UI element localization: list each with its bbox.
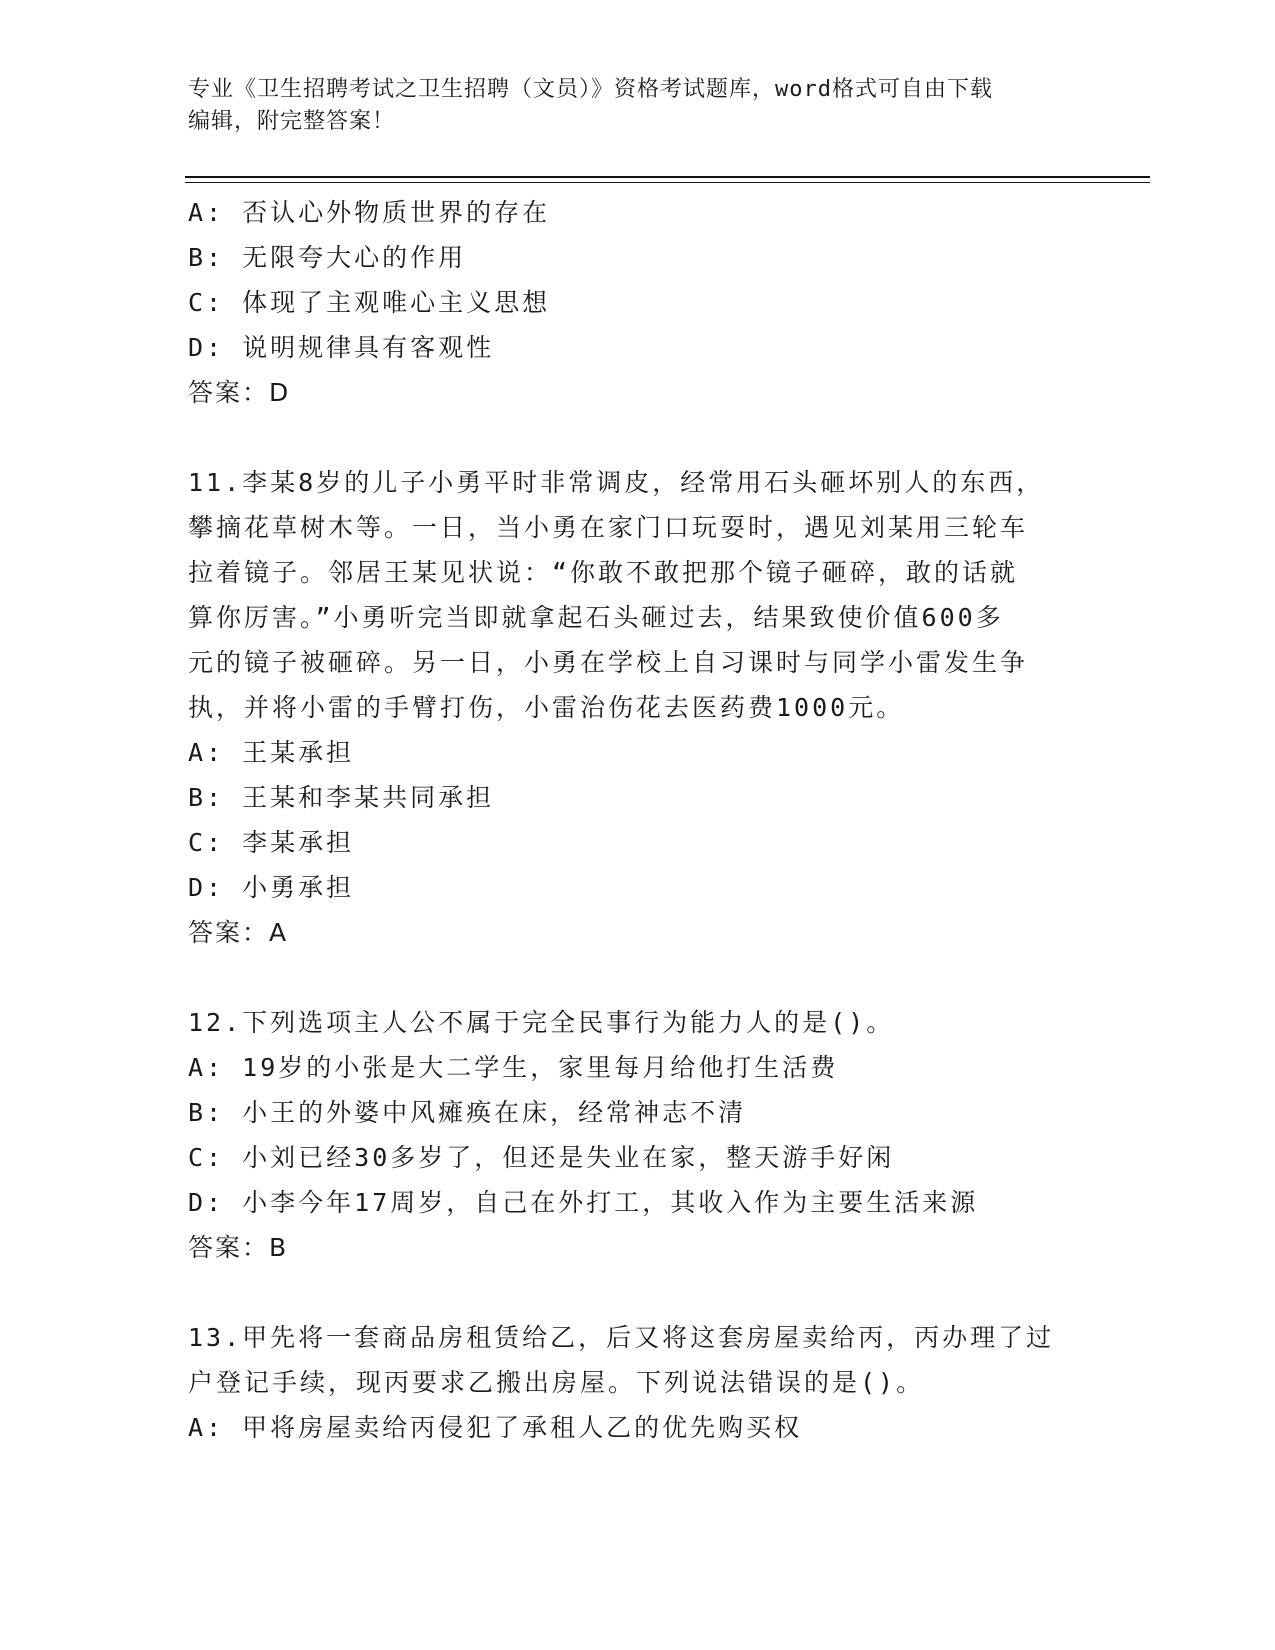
stem-line: 执，并将小雷的手臂打伤，小雷治伤花去医药费1000元。	[188, 693, 905, 722]
stem-line: 12.下列选项主人公不属于完全民事行为能力人的是()。	[188, 1008, 895, 1037]
option-a: A: 19岁的小张是大二学生，家里每月给他打生活费	[188, 1053, 839, 1082]
option-d: D: 说明规律具有客观性	[188, 333, 495, 362]
stem-line: 13.甲先将一套商品房租赁给乙，后又将这套房屋卖给丙，丙办理了过	[188, 1323, 1055, 1352]
question-stem	[188, 1315, 1088, 1405]
answer: 答案：B	[188, 1233, 289, 1262]
option-b: B: 小王的外婆中风瘫痪在床，经常神志不清	[188, 1098, 747, 1127]
question-13	[188, 1315, 1088, 1450]
stem-line: 拉着镜子。邻居王某见状说：“你敢不敢把那个镜子砸碎，敢的话就	[188, 558, 1019, 587]
header-rule-thick	[185, 176, 1150, 178]
option-d: D: 小勇承担	[188, 873, 355, 902]
option-c: C: 李某承担	[188, 828, 355, 857]
answer: 答案：D	[188, 378, 291, 407]
stem-line: 户登记手续，现丙要求乙搬出房屋。下列说法错误的是()。	[188, 1368, 925, 1397]
option-a: A: 王某承担	[188, 738, 355, 767]
question-list	[188, 190, 1088, 1450]
header-rule-thin	[185, 182, 1150, 183]
option-c: C: 小刘已经30多岁了，但还是失业在家，整天游手好闲	[188, 1143, 895, 1172]
option-c: C: 体现了主观唯心主义思想	[188, 288, 551, 317]
question-11	[188, 460, 1088, 955]
option-a: A: 否认心外物质世界的存在	[188, 198, 551, 227]
spacer	[188, 955, 1088, 1000]
stem-line: 11.李某8岁的儿子小勇平时非常调皮，经常用石头砸坏别人的东西，	[188, 468, 1045, 497]
header-line-2: 编辑，附完整答案！	[188, 109, 396, 134]
option-b: B: 无限夸大心的作用	[188, 243, 467, 272]
stem-line: 元的镜子被砸碎。另一日，小勇在学校上自习课时与同学小雷发生争	[188, 648, 1029, 677]
question-12	[188, 1000, 1088, 1270]
question-10	[188, 190, 1088, 415]
option-d: D: 小李今年17周岁，自己在外打工，其收入作为主要生活来源	[188, 1188, 979, 1217]
question-stem	[188, 1000, 1088, 1045]
document-header	[188, 74, 1088, 138]
header-line-1: 专业《卫生招聘考试之卫生招聘（文员）》资格考试题库，word格式可自由下载	[188, 77, 993, 102]
option-b: B: 王某和李某共同承担	[188, 783, 495, 812]
option-a: A: 甲将房屋卖给丙侵犯了承租人乙的优先购买权	[188, 1413, 803, 1442]
stem-line: 攀摘花草树木等。一日，当小勇在家门口玩耍时，遇见刘某用三轮车	[188, 513, 1029, 542]
spacer	[188, 1270, 1088, 1315]
stem-line: 算你厉害。”小勇听完当即就拿起石头砸过去，结果致使价值600多	[188, 603, 1004, 632]
spacer	[188, 415, 1088, 460]
answer: 答案：A	[188, 918, 289, 947]
question-stem	[188, 460, 1088, 730]
